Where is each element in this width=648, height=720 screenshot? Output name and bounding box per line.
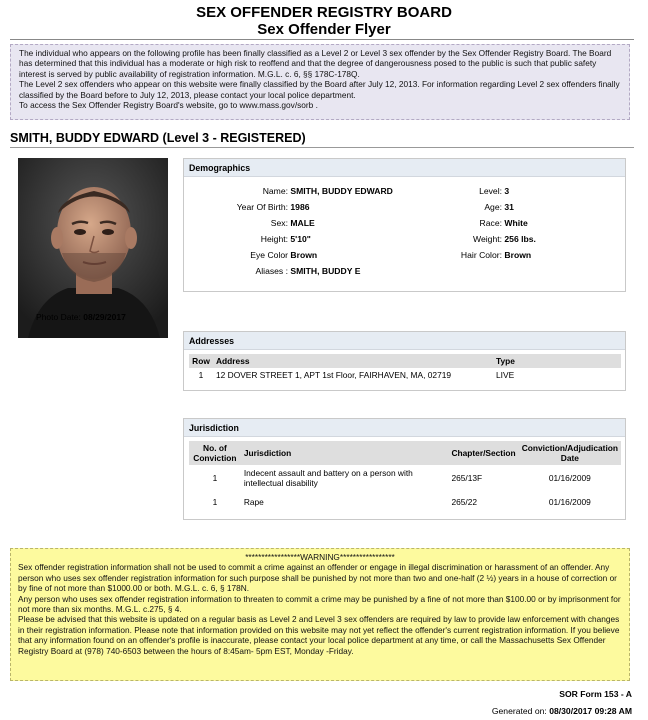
level-label: Level: <box>479 186 502 196</box>
address-value: 12 DOVER STREET 1, APT 1st Floor, FAIRHAVEN, MA, 02719 <box>216 370 452 380</box>
age-value: 31 <box>504 202 514 212</box>
race-label: Race: <box>479 218 502 228</box>
jurisdiction-title: Jurisdiction <box>184 419 625 437</box>
eye-value: Brown <box>290 250 318 260</box>
demo-name-row <box>184 186 393 196</box>
table-row <box>189 491 621 513</box>
demo-eye-row <box>184 250 317 260</box>
notice-paragraph: The Level 2 sex offenders who appear on this website were finally classified by the Board after July 12, 2013. For information regarding Level 2 sex offenders finally classified by the Board before to July 12, 2013, please contact your local police department. <box>19 79 620 100</box>
form-id: SOR Form 153 - A <box>559 689 632 699</box>
page-header <box>0 4 648 38</box>
aliases-label: Aliases : <box>255 266 288 276</box>
jurisdiction-offense: Rape <box>243 497 264 507</box>
table-row <box>189 368 621 382</box>
demo-sex-row <box>184 218 315 228</box>
table-row <box>189 465 621 491</box>
demo-aliases-row <box>184 266 360 276</box>
page-subtitle: Sex Offender Flyer <box>257 21 391 38</box>
chapter-section: 265/13F <box>451 473 483 483</box>
level-value: 3 <box>504 186 510 196</box>
warning-paragraph: Any person who uses sex offender registration information to threaten to commit a crime may be punished by a fine of not more than $100.00 or by imprisonment for not more than six months. M.G.L. c.275, § 4. <box>18 593 621 615</box>
page-title: SEX OFFENDER REGISTRY BOARD <box>196 4 452 21</box>
aliases-value: SMITH, BUDDY E <box>290 266 361 276</box>
demographics-panel <box>183 158 626 292</box>
generated-on <box>492 706 632 716</box>
classification-notice <box>10 44 630 120</box>
col-date: Conviction/Adjudication Date <box>519 441 621 465</box>
sex-value: MALE <box>290 218 315 228</box>
hair-label: Hair Color: <box>460 250 502 260</box>
offender-divider <box>10 147 634 148</box>
conviction-date: 01/16/2009 <box>548 473 591 483</box>
warning-title: *****************WARNING***************** <box>245 552 395 562</box>
table-header-row <box>189 354 621 368</box>
name-value: SMITH, BUDDY EDWARD <box>290 186 393 196</box>
jurisdiction-offense: Indecent assault and battery on a person with intellectual disability <box>243 468 413 488</box>
demo-weight-row <box>414 234 536 244</box>
col-address: Address <box>213 354 493 368</box>
weight-label: Weight: <box>473 234 502 244</box>
warning-paragraph: Please be advised that this website is updated on a regular basis as Level 2 and Level 3 sex offenders are required by law to provide law enforcement with changes in their registration information. Please note that information provided on this website may not yet reflect the offender's current registration information. If you believe that any information found on an offender's profile is inaccurate, please contact your local police department at any time, or call the Massachusetts Sex Offender Registry Board at (978) 740-6503 between the hours of 8:45am- 5pm EST, Monday -Friday. <box>18 614 620 656</box>
addresses-table <box>189 354 621 382</box>
conviction-count: 1 <box>212 497 218 507</box>
yob-value: 1986 <box>290 202 310 212</box>
demo-level-row <box>414 186 509 196</box>
address-type: LIVE <box>496 370 515 380</box>
mugshot-image <box>18 158 168 338</box>
race-value: White <box>504 218 528 228</box>
demo-race-row <box>414 218 528 228</box>
age-label: Age: <box>484 202 502 212</box>
notice-paragraph: The individual who appears on the following profile has been finally classified as a Level 2 or Level 3 sex offender by the Sex Offender Registry Board. The Board has determined that this individual has a moderate or high risk to reoffend and that the degree of dangerousness posed to the public is such that public safety interest is served by public availability of registration information. M.G.L. c. 6, §§ 178C-178Q. <box>19 48 612 79</box>
warning-box <box>10 548 630 681</box>
height-label: Height: <box>260 234 288 244</box>
notice-paragraph: To access the Sex Offender Registry Board's website, go to www.mass.gov/sorb . <box>19 100 318 111</box>
col-conviction-count: No. of Conviction <box>189 441 241 465</box>
weight-value: 256 lbs. <box>504 234 536 244</box>
generated-label: Generated on: <box>491 706 547 716</box>
sex-label: Sex: <box>270 218 288 228</box>
photo-date-value: 08/29/2017 <box>83 312 126 322</box>
photo-date-label: Photo Date: <box>36 312 81 322</box>
jurisdiction-table <box>189 441 621 513</box>
col-jurisdiction: Jurisdiction <box>241 441 449 465</box>
conviction-count: 1 <box>212 473 218 483</box>
eye-label: Eye Color <box>250 250 288 260</box>
height-value: 5'10" <box>290 234 311 244</box>
photo-date <box>36 312 126 322</box>
addresses-title: Addresses <box>184 332 625 350</box>
hair-value: Brown <box>504 250 532 260</box>
demo-yob-row <box>184 202 310 212</box>
demo-height-row <box>184 234 311 244</box>
col-row: Row <box>189 354 213 368</box>
table-header-row <box>189 441 621 465</box>
demo-hair-row <box>414 250 531 260</box>
chapter-section: 265/22 <box>451 497 478 507</box>
generated-value: 08/30/2017 09:28 AM <box>549 706 632 716</box>
offender-photo <box>18 158 168 338</box>
conviction-date: 01/16/2009 <box>548 497 591 507</box>
col-chapter: Chapter/Section <box>448 441 518 465</box>
warning-paragraph: Sex offender registration information shall not be used to commit a crime against an offender or engage in illegal discrimination or harassment of an offender. Any person who uses sex offender registration information for such purpose shall be punished by not more than two and one-half (2 ½) years in a house of correction or by fine of not more than $1000.00 or both. M.G.L. c. 6, § 178N. <box>18 562 617 594</box>
col-type: Type <box>493 354 621 368</box>
address-row-number: 1 <box>198 370 204 380</box>
jurisdiction-panel <box>183 418 626 520</box>
demographics-title: Demographics <box>184 159 625 177</box>
name-label: Name: <box>262 186 288 196</box>
demo-age-row <box>414 202 514 212</box>
addresses-panel <box>183 331 626 391</box>
offender-heading: SMITH, BUDDY EDWARD (Level 3 - REGISTERED) <box>10 131 306 145</box>
yob-label: Year Of Birth: <box>236 202 288 212</box>
header-divider <box>10 39 634 40</box>
